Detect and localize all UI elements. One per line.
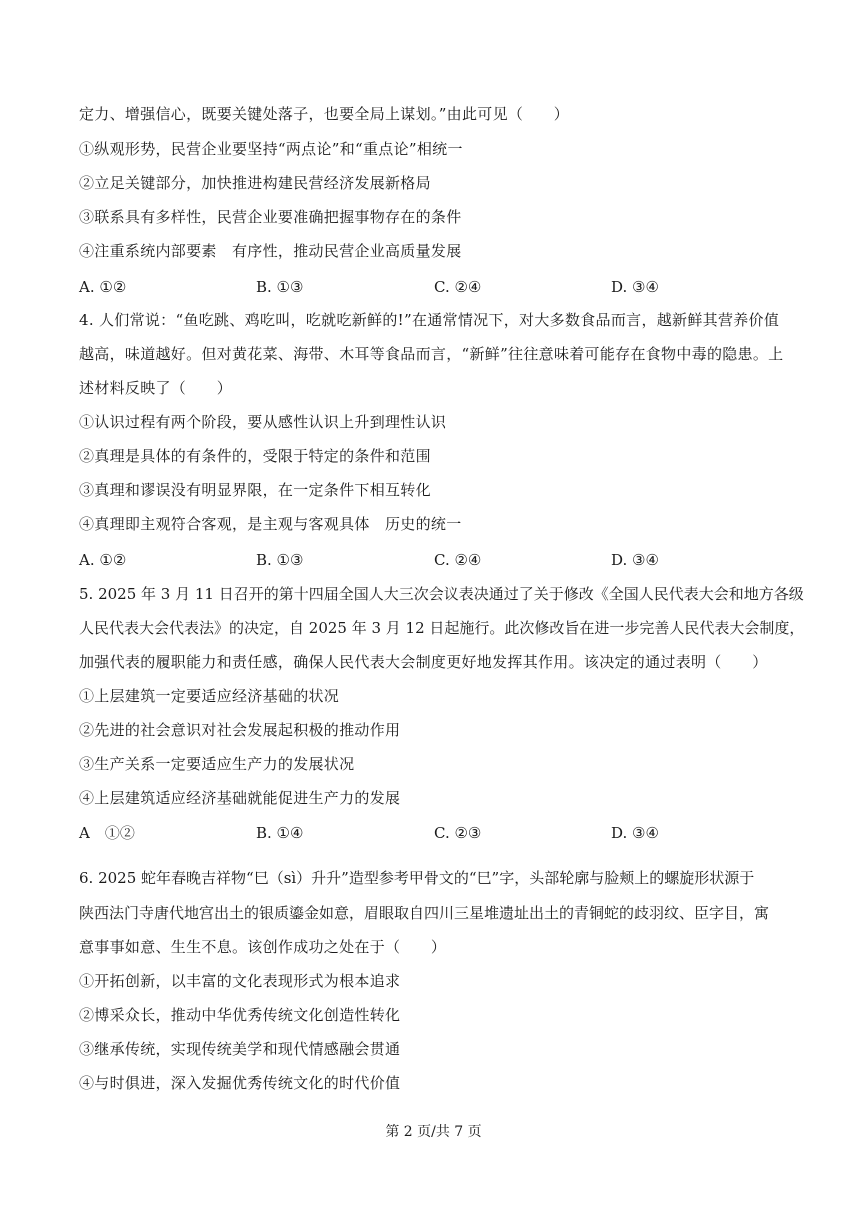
q5-option-a[interactable]: A ①②	[79, 824, 135, 842]
q5-statement-1: ①上层建筑一定要适应经济基础的状况	[79, 687, 340, 705]
q5-statement-3: ③生产关系一定要适应生产力的发展状况	[79, 755, 355, 773]
q4-statement-4: ④真理即主观符合客观，是主观与客观具体 历史的统一	[79, 515, 462, 533]
q5-option-b[interactable]: B. ①④	[256, 824, 304, 842]
q5-option-d[interactable]: D. ③④	[611, 824, 659, 842]
q5-statement-2: ②先进的社会意识对社会发展起积极的推动作用	[79, 721, 401, 739]
q3-statement-2: ②立足关键部分，加快推进构建民营经济发展新格局	[79, 174, 431, 192]
q6-statement-2: ②博采众长，推动中华优秀传统文化创造性转化	[79, 1006, 401, 1024]
q4-stem-line-2: 越高，味道越好。但对黄花菜、海带、木耳等食品而言，“新鲜”往往意味着可能存在食物中毒的隐患。上	[79, 345, 784, 363]
q4-option-a[interactable]: A. ①②	[79, 551, 127, 569]
q4-option-b[interactable]: B. ①③	[256, 551, 304, 569]
q5-stem-line-2: 人民代表大会代表法》的决定，自 2025 年 3 月 12 日起施行。此次修改旨在进一步完善人民代表大会制度，	[79, 619, 805, 637]
q6-statement-1: ①开拓创新，以丰富的文化表现形式为根本追求	[79, 972, 401, 990]
q5-statement-4: ④上层建筑适应经济基础就能促进生产力的发展	[79, 789, 401, 807]
q5-option-c[interactable]: C. ②③	[434, 824, 482, 842]
q5-stem-line-1: 5. 2025 年 3 月 11 日召开的第十四届全国人大三次会议表决通过了关于修改《全国人民代表大会和地方各级	[79, 585, 804, 603]
q3-option-b[interactable]: B. ①③	[256, 278, 304, 296]
q4-option-c[interactable]: C. ②④	[434, 551, 482, 569]
q3-statement-3: ③联系具有多样性，民营企业要准确把握事物存在的条件	[79, 208, 462, 226]
q6-stem-line-1: 6. 2025 蛇年春晚吉祥物“巳（sì）升升”造型参考甲骨文的“巳”字，头部轮廓与脸颊上的螺旋形状源于	[79, 869, 755, 887]
q3-statement-1: ①纵观形势，民营企业要坚持“两点论”和“重点论”相统一	[79, 140, 463, 158]
q4-statement-1: ①认识过程有两个阶段，要从感性认识上升到理性认识	[79, 413, 447, 431]
q3-option-c[interactable]: C. ②④	[434, 278, 482, 296]
q6-stem-line-3: 意事事如意、生生不息。该创作成功之处在于（ ）	[79, 938, 447, 956]
q4-option-d[interactable]: D. ③④	[611, 551, 659, 569]
page-number-footer: 第 2 页/共 7 页	[385, 1124, 482, 1140]
q3-option-d[interactable]: D. ③④	[611, 278, 659, 296]
q4-statement-2: ②真理是具体的有条件的，受限于特定的条件和范围	[79, 447, 431, 465]
q6-statement-3: ③继承传统，实现传统美学和现代情感融会贯通	[79, 1040, 401, 1058]
q3-stem-tail: 定力、增强信心，既要关键处落子，也要全局上谋划。”由此可见（ ）	[79, 105, 570, 123]
q4-statement-3: ③真理和谬误没有明显界限，在一定条件下相互转化	[79, 481, 431, 499]
q6-stem-line-2: 陕西法门寺唐代地宫出土的银质鎏金如意，眉眼取自四川三星堆遗址出土的青铜蛇的歧羽纹、臣字目，寓	[79, 904, 770, 922]
q4-stem-line-1: 4. 人们常说：“鱼吃跳、鸡吃叫，吃就吃新鲜的!”在通常情况下，对大多数食品而言，越新鲜其营养价值	[79, 311, 780, 329]
q4-stem-line-3: 述材料反映了（ ）	[79, 379, 233, 397]
q3-statement-4: ④注重系统内部要素 有序性，推动民营企业高质量发展	[79, 242, 462, 260]
q3-option-a[interactable]: A. ①②	[79, 278, 127, 296]
q6-statement-4: ④与时俱进，深入发掘优秀传统文化的时代价值	[79, 1074, 401, 1092]
q5-stem-line-3: 加强代表的履职能力和责任感，确保人民代表大会制度更好地发挥其作用。该决定的通过表明（ ）	[79, 653, 768, 671]
